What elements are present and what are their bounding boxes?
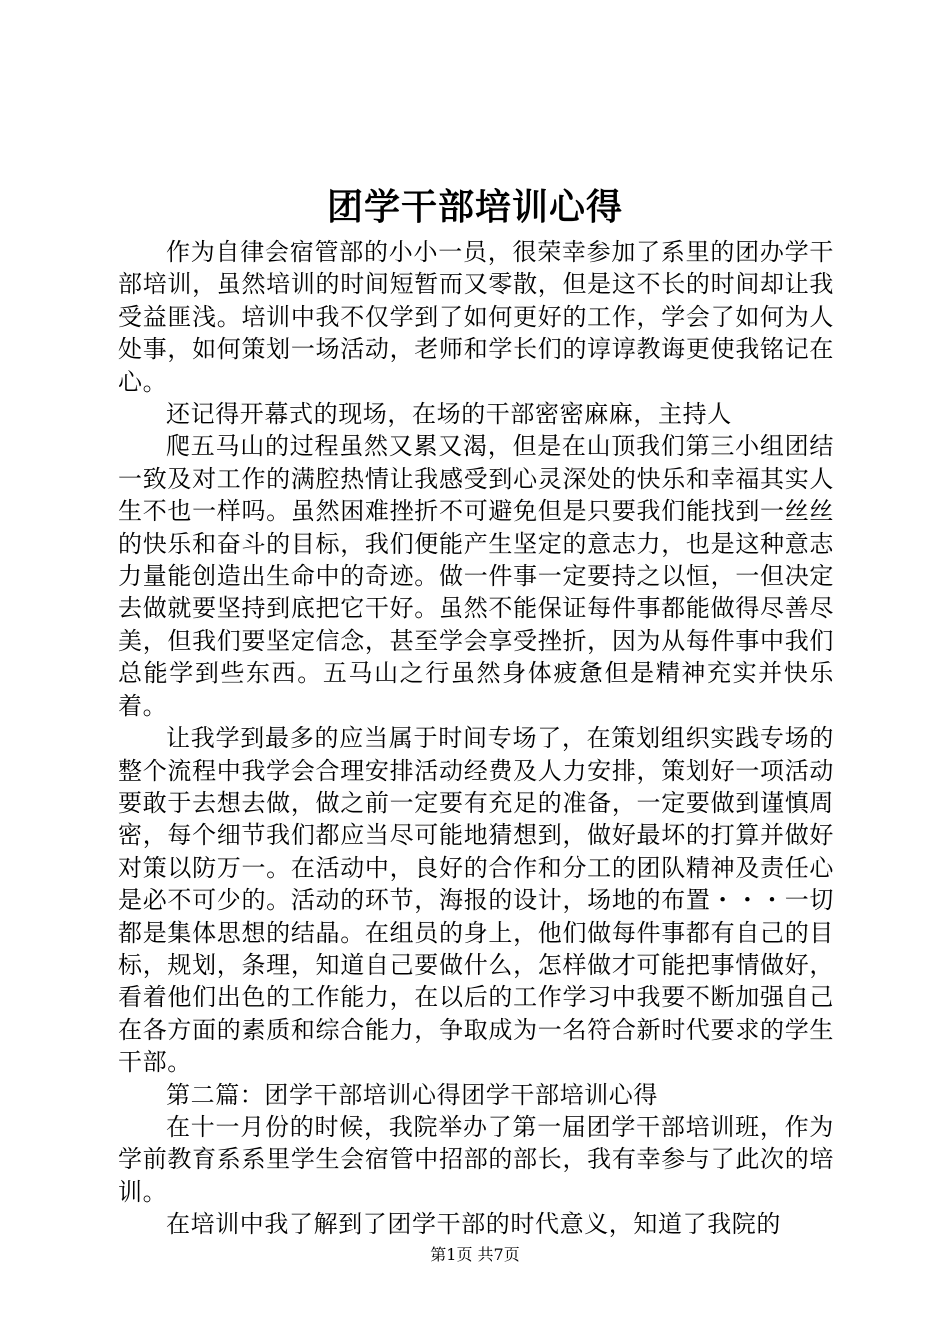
paragraph-3: 爬五马山的过程虽然又累又渴，但是在山顶我们第三小组团结一致及对工作的满腔热情让我感受到心灵深处的快乐和幸福其实人生不也一样吗。虽然困难挫折不可避免但是只要我们能找到一丝丝的快乐和奋斗的目标，我们便能产生坚定的意志力，也是这种意志力量能创造出生命中的奇迹。做一件事一定要持之以恒，一但决定去做就要坚持到底把它干好。虽然不能保证每件事都能做得尽善尽美，但我们要坚定信念，甚至学会享受挫折，因为从每件事中我们总能学到些东西。五马山之行虽然身体疲惫但是精神充实并快乐着。: [118, 432, 834, 720]
paragraph-7: 在培训中我了解到了团学干部的时代意义，知道了我院的: [166, 1210, 781, 1239]
paragraph-4: 让我学到最多的应当属于时间专场了，在策划组织实践专场的整个流程中我学会合理安排活动经费及人力安排，策划好一项活动要敢于去想去做，做之前一定要有充足的准备，一定要做到谨慎周密，每个细节我们都应当尽可能地猜想到，做好最坏的打算并做好对策以防万一。在活动中，良好的合作和分工的团队精神及责任心是必不可少的。活动的环节，海报的设计，场地的布置・・・一切都是集体思想的结晶。在组员的身上，他们做每件事都有自己的目标，规划，条理，知道自己要做什么，怎样做才可能把事情做好，看着他们出色的工作能力，在以后的工作学习中我要不断加强自己在各方面的素质和综合能力，争取成为一名符合新时代要求的学生干部。: [118, 724, 834, 1077]
document-body: [118, 236, 834, 1241]
document-title: 团学干部培训心得: [326, 186, 623, 228]
paragraph-5-section-heading: 第二篇：团学干部培训心得团学干部培训心得: [166, 1080, 658, 1109]
paragraph-6: 在十一月份的时候，我院举办了第一届团学干部培训班，作为学前教育系系里学生会宿管中招部的部长，我有幸参与了此次的培训。: [118, 1112, 834, 1206]
paragraph-2: 还记得开幕式的现场，在场的干部密密麻麻，主持人: [166, 400, 732, 429]
paragraph-1: 作为自律会宿管部的小小一员，很荣幸参加了系里的团办学干部培训，虽然培训的时间短暂而又零散，但是这不长的时间却让我受益匪浅。培训中我不仅学到了如何更好的工作，学会了如何为人处事，如何策划一场活动，老师和学长们的谆谆教诲更使我铭记在心。: [118, 238, 834, 396]
page-number-footer: 第1页 共7页: [430, 1245, 520, 1264]
